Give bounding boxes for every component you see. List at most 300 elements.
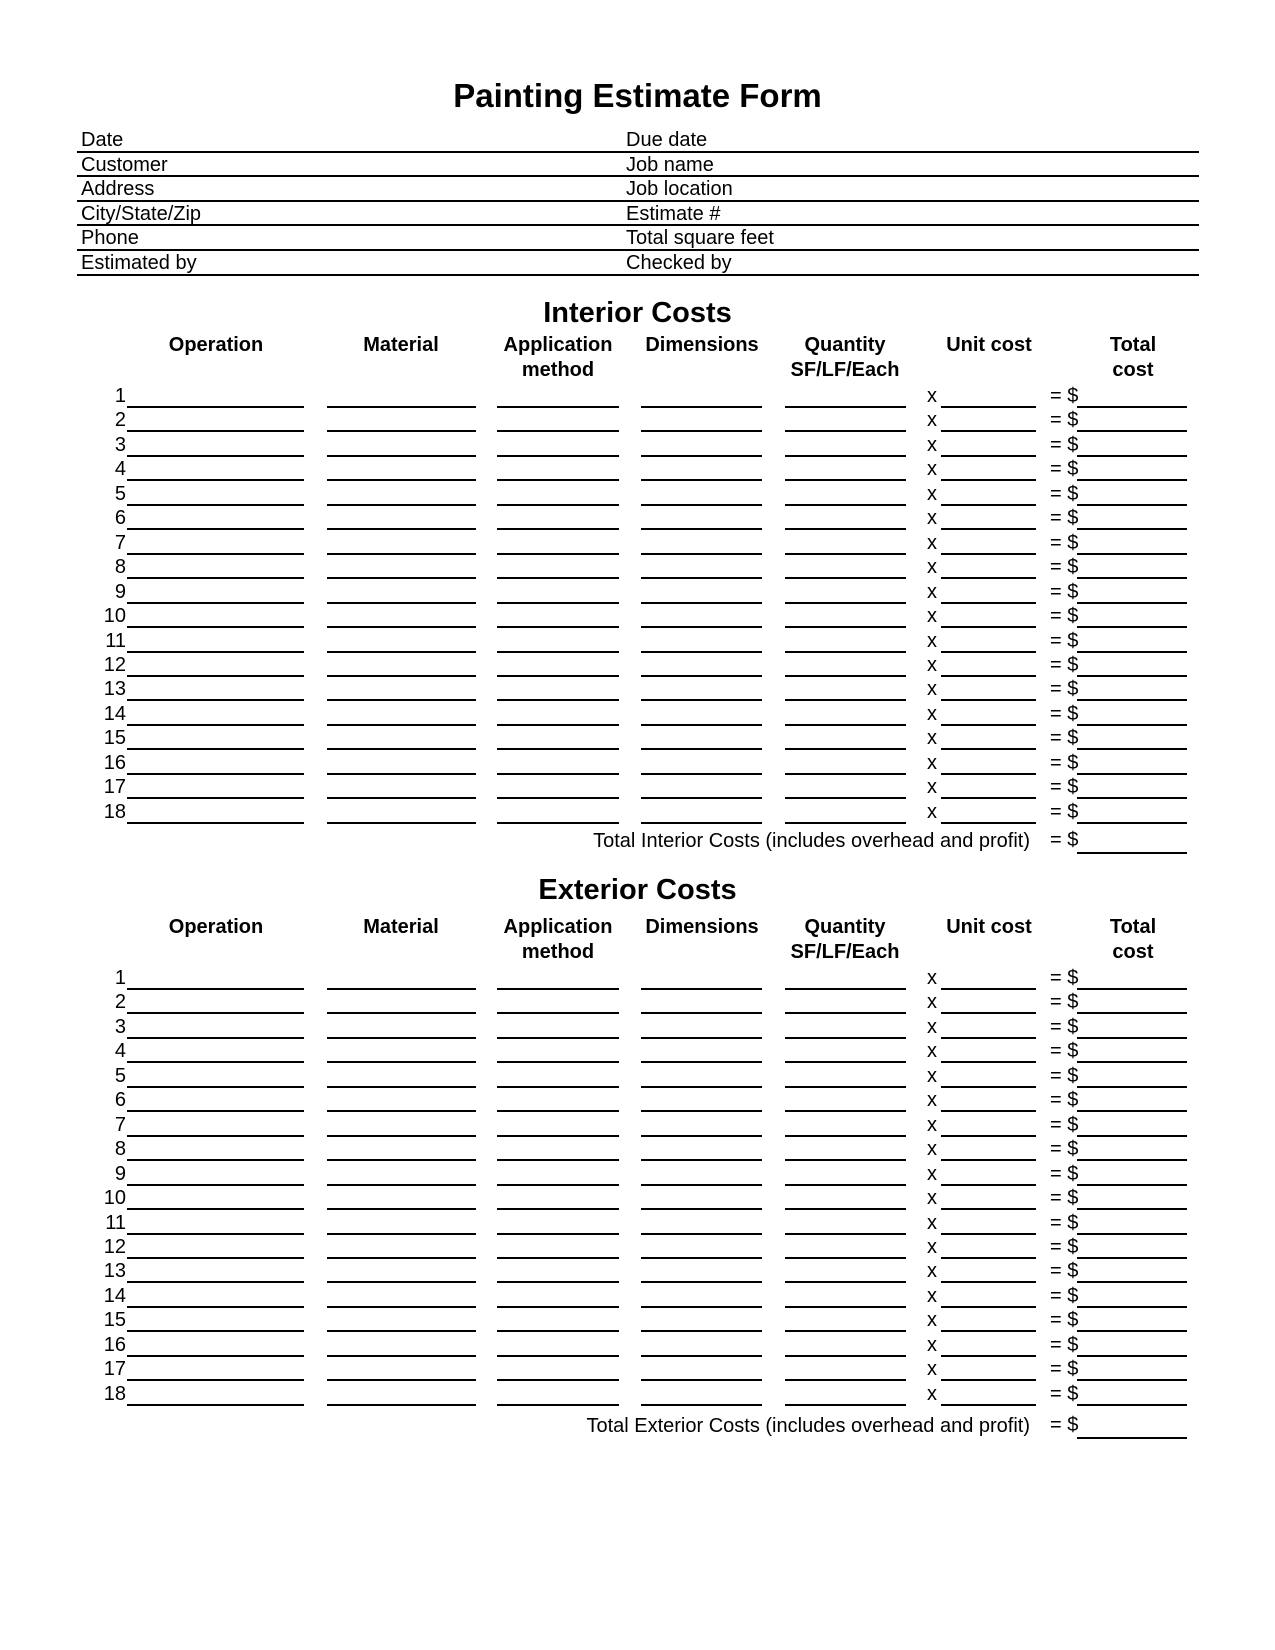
total-cost-field[interactable]	[1077, 1138, 1187, 1161]
unit-cost-field[interactable]	[941, 434, 1036, 457]
material-field[interactable]	[327, 678, 476, 701]
equals-dollar-sign: = $	[1050, 1414, 1079, 1436]
quantity-field[interactable]	[785, 752, 906, 775]
exterior-row	[0, 1383, 1275, 1408]
unit-cost-field[interactable]	[941, 654, 1036, 677]
dimensions-field[interactable]	[641, 409, 762, 432]
col-application-method-text: Application	[503, 334, 613, 356]
operation-field[interactable]	[127, 1260, 304, 1283]
row-number: 3	[114, 1015, 126, 1038]
multiply-sign: x	[927, 409, 937, 432]
quantity-field[interactable]	[785, 483, 906, 506]
application-method-field[interactable]	[497, 1065, 619, 1088]
total-cost-field[interactable]	[1077, 776, 1187, 799]
total-cost-field[interactable]	[1077, 752, 1187, 775]
operation-field[interactable]	[127, 1089, 304, 1112]
operation-field[interactable]	[127, 409, 304, 432]
quantity-field[interactable]	[785, 1309, 906, 1332]
dimensions-field[interactable]	[641, 532, 762, 555]
application-method-field[interactable]	[497, 752, 619, 775]
material-field[interactable]	[327, 434, 476, 457]
operation-field[interactable]	[127, 581, 304, 604]
unit-cost-field[interactable]	[941, 1163, 1036, 1186]
material-field[interactable]	[327, 1309, 476, 1332]
unit-cost-field[interactable]	[941, 1089, 1036, 1112]
total-cost-field[interactable]	[1077, 1334, 1187, 1357]
unit-cost-field[interactable]	[941, 727, 1036, 750]
unit-cost-field[interactable]	[941, 1114, 1036, 1137]
dimensions-field[interactable]	[641, 1089, 762, 1112]
application-method-field[interactable]	[497, 1163, 619, 1186]
application-method-field[interactable]	[497, 483, 619, 506]
col-material-text: Material	[363, 916, 439, 938]
quantity-field[interactable]	[785, 678, 906, 701]
quantity-field[interactable]	[785, 1163, 906, 1186]
unit-cost-field[interactable]	[941, 678, 1036, 701]
operation-field[interactable]	[127, 1187, 304, 1210]
total-cost-field[interactable]	[1077, 991, 1187, 1014]
quantity-field[interactable]	[785, 654, 906, 677]
col-total-cost-text: cost	[1112, 359, 1154, 381]
material-field[interactable]	[327, 1089, 476, 1112]
material-field[interactable]	[327, 409, 476, 432]
dimensions-field[interactable]	[641, 1016, 762, 1039]
quantity-field[interactable]	[785, 434, 906, 457]
interior-total-field[interactable]	[1077, 829, 1187, 854]
info-row	[77, 202, 1199, 227]
total-cost-field[interactable]	[1077, 727, 1187, 750]
row-number: 9	[114, 1162, 126, 1185]
dimensions-field[interactable]	[641, 385, 762, 408]
quantity-field[interactable]	[785, 1383, 906, 1406]
operation-field[interactable]	[127, 703, 304, 726]
application-method-field[interactable]	[497, 630, 619, 653]
quantity-field[interactable]	[785, 1212, 906, 1235]
dimensions-field[interactable]	[641, 507, 762, 530]
unit-cost-field[interactable]	[941, 581, 1036, 604]
total-cost-field[interactable]	[1077, 1114, 1187, 1137]
dimensions-field[interactable]	[641, 1309, 762, 1332]
quantity-field[interactable]	[785, 1065, 906, 1088]
total-cost-field[interactable]	[1077, 1065, 1187, 1088]
material-field[interactable]	[327, 556, 476, 579]
total-cost-field[interactable]	[1077, 1163, 1187, 1186]
dimensions-field[interactable]	[641, 1236, 762, 1259]
unit-cost-field[interactable]	[941, 385, 1036, 408]
dimensions-field[interactable]	[641, 630, 762, 653]
interior-row	[0, 630, 1275, 655]
material-field[interactable]	[327, 605, 476, 628]
unit-cost-field[interactable]	[941, 752, 1036, 775]
total-cost-field[interactable]	[1077, 678, 1187, 701]
total-cost-field[interactable]	[1077, 605, 1187, 628]
quantity-field[interactable]	[785, 409, 906, 432]
multiply-sign: x	[927, 556, 937, 579]
quantity-field[interactable]	[785, 1285, 906, 1308]
unit-cost-field[interactable]	[941, 409, 1036, 432]
material-field[interactable]	[327, 1163, 476, 1186]
operation-field[interactable]	[127, 678, 304, 701]
dimensions-field[interactable]	[641, 1212, 762, 1235]
application-method-field[interactable]	[497, 1114, 619, 1137]
total-cost-field[interactable]	[1077, 1236, 1187, 1259]
material-field[interactable]	[327, 1040, 476, 1063]
quantity-field[interactable]	[785, 1138, 906, 1161]
row-number: 6	[114, 1089, 126, 1112]
operation-field[interactable]	[127, 458, 304, 481]
dimensions-field[interactable]	[641, 556, 762, 579]
unit-cost-field[interactable]	[941, 1065, 1036, 1088]
multiply-sign: x	[927, 702, 937, 725]
quantity-field[interactable]	[785, 727, 906, 750]
operation-field[interactable]	[127, 532, 304, 555]
total-cost-field[interactable]	[1077, 1040, 1187, 1063]
application-method-field[interactable]	[497, 507, 619, 530]
total-cost-field[interactable]	[1077, 556, 1187, 579]
total-cost-field[interactable]	[1077, 1016, 1187, 1039]
dimensions-field[interactable]	[641, 1187, 762, 1210]
application-method-field[interactable]	[497, 967, 619, 990]
unit-cost-field[interactable]	[941, 991, 1036, 1014]
material-field[interactable]	[327, 1334, 476, 1357]
material-field[interactable]	[327, 1358, 476, 1381]
total-cost-field[interactable]	[1077, 630, 1187, 653]
operation-field[interactable]	[127, 507, 304, 530]
total-cost-field[interactable]	[1077, 1383, 1187, 1406]
application-method-field[interactable]	[497, 801, 619, 824]
dimensions-field[interactable]	[641, 991, 762, 1014]
unit-cost-field[interactable]	[941, 458, 1036, 481]
material-field[interactable]	[327, 507, 476, 530]
col-quantity-text: SF/LF/Each	[790, 941, 900, 963]
quantity-field[interactable]	[785, 1260, 906, 1283]
operation-field[interactable]	[127, 1163, 304, 1186]
material-field[interactable]	[327, 581, 476, 604]
unit-cost-field[interactable]	[941, 1187, 1036, 1210]
operation-field[interactable]	[127, 752, 304, 775]
operation-field[interactable]	[127, 991, 304, 1014]
unit-cost-field[interactable]	[941, 1212, 1036, 1235]
operation-field[interactable]	[127, 967, 304, 990]
unit-cost-field[interactable]	[941, 1358, 1036, 1381]
quantity-field[interactable]	[785, 556, 906, 579]
total-cost-field[interactable]	[1077, 1212, 1187, 1235]
material-field[interactable]	[327, 991, 476, 1014]
application-method-field[interactable]	[497, 434, 619, 457]
material-field[interactable]	[327, 1138, 476, 1161]
operation-field[interactable]	[127, 801, 304, 824]
application-method-field[interactable]	[497, 991, 619, 1014]
quantity-field[interactable]	[785, 1114, 906, 1137]
material-field[interactable]	[327, 532, 476, 555]
total-cost-field[interactable]	[1077, 483, 1187, 506]
material-field[interactable]	[327, 458, 476, 481]
unit-cost-field[interactable]	[941, 630, 1036, 653]
quantity-field[interactable]	[785, 605, 906, 628]
equals-dollar-sign: = $	[1050, 1162, 1079, 1185]
material-field[interactable]	[327, 1114, 476, 1137]
info-field-label: Customer	[81, 153, 168, 176]
material-field[interactable]	[327, 1016, 476, 1039]
equals-dollar-sign: = $	[1050, 409, 1079, 432]
operation-field[interactable]	[127, 1383, 304, 1406]
total-cost-field[interactable]	[1077, 458, 1187, 481]
equals-dollar-sign: = $	[1050, 1187, 1079, 1210]
col-dimensions	[645, 333, 758, 358]
total-cost-field[interactable]	[1077, 1187, 1187, 1210]
material-field[interactable]	[327, 1212, 476, 1235]
material-field[interactable]	[327, 1236, 476, 1259]
equals-dollar-sign: = $	[1050, 1138, 1079, 1161]
multiply-sign: x	[927, 751, 937, 774]
quantity-field[interactable]	[785, 1236, 906, 1259]
unit-cost-field[interactable]	[941, 776, 1036, 799]
multiply-sign: x	[927, 1333, 937, 1356]
unit-cost-field[interactable]	[941, 1383, 1036, 1406]
total-cost-field[interactable]	[1077, 434, 1187, 457]
material-field[interactable]	[327, 630, 476, 653]
unit-cost-field[interactable]	[941, 1334, 1036, 1357]
total-cost-field[interactable]	[1077, 1309, 1187, 1332]
application-method-field[interactable]	[497, 385, 619, 408]
operation-field[interactable]	[127, 654, 304, 677]
col-quantity	[791, 333, 900, 383]
total-cost-field[interactable]	[1077, 507, 1187, 530]
quantity-field[interactable]	[785, 630, 906, 653]
application-method-field[interactable]	[497, 678, 619, 701]
dimensions-field[interactable]	[641, 1163, 762, 1186]
application-method-field[interactable]	[497, 581, 619, 604]
total-cost-field[interactable]	[1077, 654, 1187, 677]
material-field[interactable]	[327, 801, 476, 824]
row-number: 18	[103, 800, 126, 823]
operation-field[interactable]	[127, 776, 304, 799]
application-method-field[interactable]	[497, 1138, 619, 1161]
unit-cost-field[interactable]	[941, 532, 1036, 555]
quantity-field[interactable]	[785, 1187, 906, 1210]
quantity-field[interactable]	[785, 801, 906, 824]
operation-field[interactable]	[127, 630, 304, 653]
dimensions-field[interactable]	[641, 727, 762, 750]
unit-cost-field[interactable]	[941, 556, 1036, 579]
operation-field[interactable]	[127, 385, 304, 408]
application-method-field[interactable]	[497, 703, 619, 726]
application-method-field[interactable]	[497, 1334, 619, 1357]
total-cost-field[interactable]	[1077, 385, 1187, 408]
quantity-field[interactable]	[785, 1334, 906, 1357]
multiply-sign: x	[927, 1358, 937, 1381]
operation-field[interactable]	[127, 1212, 304, 1235]
operation-field[interactable]	[127, 605, 304, 628]
col-dimensions-text: Dimensions	[645, 916, 759, 938]
material-field[interactable]	[327, 776, 476, 799]
total-cost-field[interactable]	[1077, 1285, 1187, 1308]
application-method-field[interactable]	[497, 1016, 619, 1039]
application-method-field[interactable]	[497, 654, 619, 677]
unit-cost-field[interactable]	[941, 605, 1036, 628]
dimensions-field[interactable]	[641, 605, 762, 628]
application-method-field[interactable]	[497, 727, 619, 750]
col-operation-text: Operation	[168, 334, 264, 356]
quantity-field[interactable]	[785, 1040, 906, 1063]
application-method-field[interactable]	[497, 1187, 619, 1210]
row-number: 2	[114, 409, 126, 432]
dimensions-field[interactable]	[641, 1285, 762, 1308]
operation-field[interactable]	[127, 1138, 304, 1161]
unit-cost-field[interactable]	[941, 483, 1036, 506]
application-method-field[interactable]	[497, 1040, 619, 1063]
exterior-row	[0, 1114, 1275, 1139]
application-method-field[interactable]	[497, 458, 619, 481]
row-number: 10	[103, 1187, 126, 1210]
material-field[interactable]	[327, 1285, 476, 1308]
operation-field[interactable]	[127, 1040, 304, 1063]
equals-dollar-sign: = $	[1050, 653, 1079, 676]
dimensions-field[interactable]	[641, 776, 762, 799]
exterior-row	[0, 1163, 1275, 1188]
dimensions-field[interactable]	[641, 1383, 762, 1406]
material-field[interactable]	[327, 752, 476, 775]
interior-row	[0, 581, 1275, 606]
dimensions-field[interactable]	[641, 654, 762, 677]
operation-field[interactable]	[127, 483, 304, 506]
quantity-field[interactable]	[785, 385, 906, 408]
operation-field[interactable]	[127, 434, 304, 457]
quantity-field[interactable]	[785, 967, 906, 990]
exterior-total-field[interactable]	[1077, 1414, 1187, 1439]
quantity-field[interactable]	[785, 776, 906, 799]
unit-cost-field[interactable]	[941, 1040, 1036, 1063]
exterior-row	[0, 1187, 1275, 1212]
unit-cost-field[interactable]	[941, 1138, 1036, 1161]
operation-field[interactable]	[127, 1358, 304, 1381]
dimensions-field[interactable]	[641, 458, 762, 481]
interior-row	[0, 409, 1275, 434]
row-number: 6	[114, 507, 126, 530]
application-method-field[interactable]	[497, 1383, 619, 1406]
application-method-field[interactable]	[497, 1309, 619, 1332]
material-field[interactable]	[327, 483, 476, 506]
dimensions-field[interactable]	[641, 434, 762, 457]
row-number: 5	[114, 482, 126, 505]
material-field[interactable]	[327, 654, 476, 677]
material-field[interactable]	[327, 385, 476, 408]
material-field[interactable]	[327, 1065, 476, 1088]
dimensions-field[interactable]	[641, 801, 762, 824]
application-method-field[interactable]	[497, 605, 619, 628]
unit-cost-field[interactable]	[941, 507, 1036, 530]
total-cost-field[interactable]	[1077, 1358, 1187, 1381]
dimensions-field[interactable]	[641, 678, 762, 701]
multiply-sign: x	[927, 458, 937, 481]
application-method-field[interactable]	[497, 1285, 619, 1308]
dimensions-field[interactable]	[641, 1334, 762, 1357]
total-cost-field[interactable]	[1077, 801, 1187, 824]
material-field[interactable]	[327, 703, 476, 726]
dimensions-field[interactable]	[641, 1138, 762, 1161]
application-method-field[interactable]	[497, 1260, 619, 1283]
total-cost-field[interactable]	[1077, 967, 1187, 990]
dimensions-field[interactable]	[641, 1358, 762, 1381]
dimensions-field[interactable]	[641, 752, 762, 775]
quantity-field[interactable]	[785, 991, 906, 1014]
quantity-field[interactable]	[785, 1089, 906, 1112]
application-method-field[interactable]	[497, 556, 619, 579]
application-method-field[interactable]	[497, 1236, 619, 1259]
multiply-sign: x	[927, 991, 937, 1014]
total-cost-field[interactable]	[1077, 409, 1187, 432]
material-field[interactable]	[327, 1187, 476, 1210]
operation-field[interactable]	[127, 1309, 304, 1332]
total-cost-field[interactable]	[1077, 581, 1187, 604]
operation-field[interactable]	[127, 727, 304, 750]
dimensions-field[interactable]	[641, 581, 762, 604]
operation-field[interactable]	[127, 1236, 304, 1259]
quantity-field[interactable]	[785, 458, 906, 481]
application-method-field[interactable]	[497, 532, 619, 555]
exterior-row	[0, 1309, 1275, 1334]
exterior-row	[0, 1260, 1275, 1285]
operation-field[interactable]	[127, 556, 304, 579]
application-method-field[interactable]	[497, 1358, 619, 1381]
quantity-field[interactable]	[785, 532, 906, 555]
application-method-field[interactable]	[497, 1212, 619, 1235]
material-field[interactable]	[327, 967, 476, 990]
application-method-field[interactable]	[497, 776, 619, 799]
quantity-field[interactable]	[785, 703, 906, 726]
operation-field[interactable]	[127, 1114, 304, 1137]
total-cost-field[interactable]	[1077, 1260, 1187, 1283]
info-row	[77, 128, 1199, 153]
operation-field[interactable]	[127, 1065, 304, 1088]
unit-cost-field[interactable]	[941, 1309, 1036, 1332]
total-cost-field[interactable]	[1077, 703, 1187, 726]
total-cost-field[interactable]	[1077, 532, 1187, 555]
unit-cost-field[interactable]	[941, 703, 1036, 726]
application-method-field[interactable]	[497, 409, 619, 432]
quantity-field[interactable]	[785, 581, 906, 604]
equals-dollar-sign: = $	[1050, 702, 1079, 725]
interior-row	[0, 801, 1275, 826]
total-cost-field[interactable]	[1077, 1089, 1187, 1112]
dimensions-field[interactable]	[641, 1040, 762, 1063]
application-method-field[interactable]	[497, 1089, 619, 1112]
operation-field[interactable]	[127, 1016, 304, 1039]
dimensions-field[interactable]	[641, 483, 762, 506]
operation-field[interactable]	[127, 1285, 304, 1308]
dimensions-field[interactable]	[641, 1114, 762, 1137]
unit-cost-field[interactable]	[941, 967, 1036, 990]
quantity-field[interactable]	[785, 1016, 906, 1039]
unit-cost-field[interactable]	[941, 1236, 1036, 1259]
material-field[interactable]	[327, 1260, 476, 1283]
equals-dollar-sign: = $	[1050, 1235, 1079, 1258]
material-field[interactable]	[327, 1383, 476, 1406]
dimensions-field[interactable]	[641, 1260, 762, 1283]
dimensions-field[interactable]	[641, 1065, 762, 1088]
interior-row	[0, 507, 1275, 532]
dimensions-field[interactable]	[641, 967, 762, 990]
unit-cost-field[interactable]	[941, 1016, 1036, 1039]
material-field[interactable]	[327, 727, 476, 750]
quantity-field[interactable]	[785, 1358, 906, 1381]
unit-cost-field[interactable]	[941, 1260, 1036, 1283]
quantity-field[interactable]	[785, 507, 906, 530]
unit-cost-field[interactable]	[941, 1285, 1036, 1308]
unit-cost-field[interactable]	[941, 801, 1036, 824]
operation-field[interactable]	[127, 1334, 304, 1357]
dimensions-field[interactable]	[641, 703, 762, 726]
